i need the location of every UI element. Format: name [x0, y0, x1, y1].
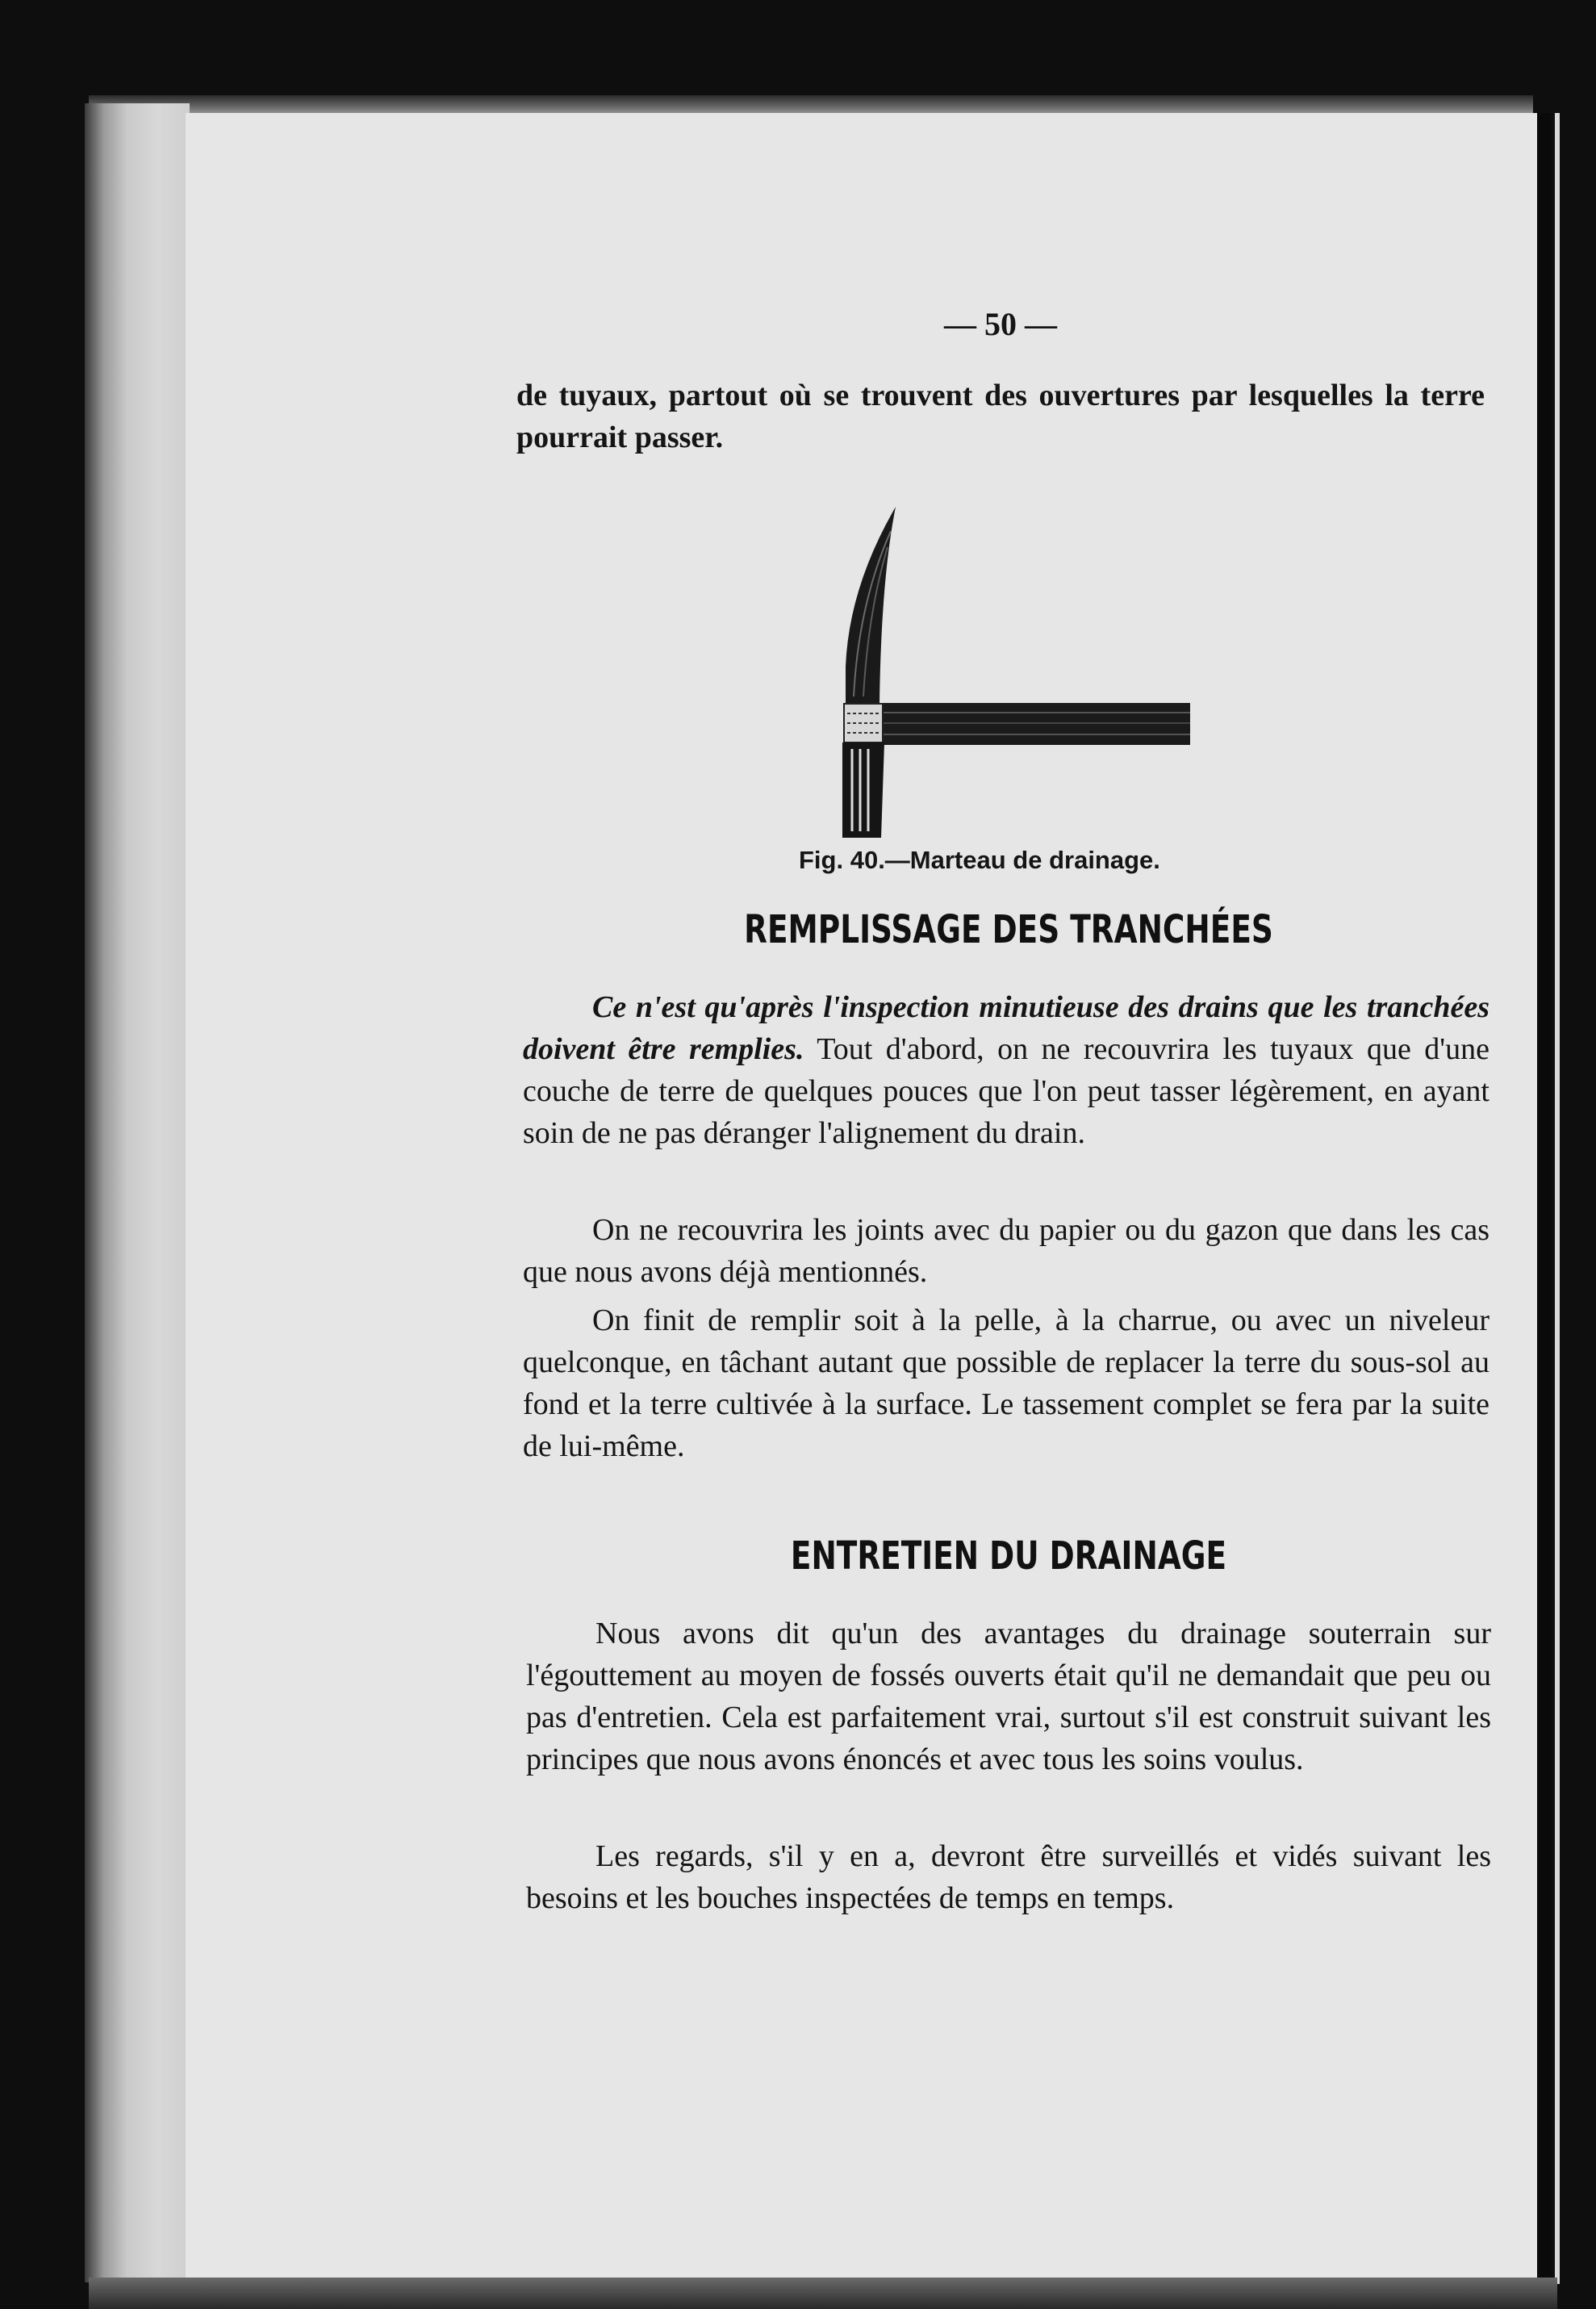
book-left-edge — [85, 103, 190, 2282]
drainage-hammer-figure — [791, 507, 1210, 846]
paragraph — [523, 986, 1489, 1154]
section-heading-remplissage: REMPLISSAGE DES TRANCHÉES — [744, 907, 1273, 952]
intro-paragraph: de tuyaux, partout où se trouvent des ouvertures par lesquelles la terre pourrait passer. — [516, 379, 1485, 454]
figure-caption: Fig. 40.—Marteau de drainage. — [799, 846, 1160, 874]
book-bottom-edge — [89, 2278, 1557, 2309]
paragraph-text: Tout d'abord, on ne recouvrira les tuyaux que d'une couche de terre de quelques pouces que l'on peut tasser légèrement, en ayant soin de ne pas déranger l'alignement du drain. — [523, 1032, 1490, 1150]
paragraph: On ne recouvrira les joints avec du papier ou du gazon que dans les cas que nous avons déjà mentionnés. — [523, 1213, 1489, 1289]
page-gutter-right — [1537, 113, 1552, 2284]
page-number: — 50 — — [944, 306, 1057, 342]
next-page-edge — [1555, 113, 1560, 2284]
italic-lead: Ce n'est qu'après l'inspection minutieuse des drains que les tranchées doivent être remplies. — [523, 990, 1489, 1066]
paragraph: Les regards, s'il y en a, devront être surveillés et vidés suivant les besoins et les bouches inspectées de temps en temps. — [526, 1839, 1491, 1915]
paragraph: On finit de remplir soit à la pelle, à la charrue, ou avec un niveleur quelconque, en tâchant autant que possible de replacer la terre du sous-sol au fond et la terre cultivée à la surface. Le tassement complet se fera par la suite de lui-même. — [523, 1303, 1489, 1463]
drainage-hammer-icon — [791, 507, 1210, 846]
section-heading-entretien: ENTRETIEN DU DRAINAGE — [790, 1533, 1227, 1579]
paragraph: Nous avons dit qu'un des avantages du drainage souterrain sur l'égouttement au moyen de fossés ouverts était qu'il ne demandait que peu ou pas d'entretien. Cela est parfaitement vrai, surtout s'il est construit suivant les principes que nous avons énoncés et avec tous les soins voulus. — [526, 1617, 1491, 1776]
